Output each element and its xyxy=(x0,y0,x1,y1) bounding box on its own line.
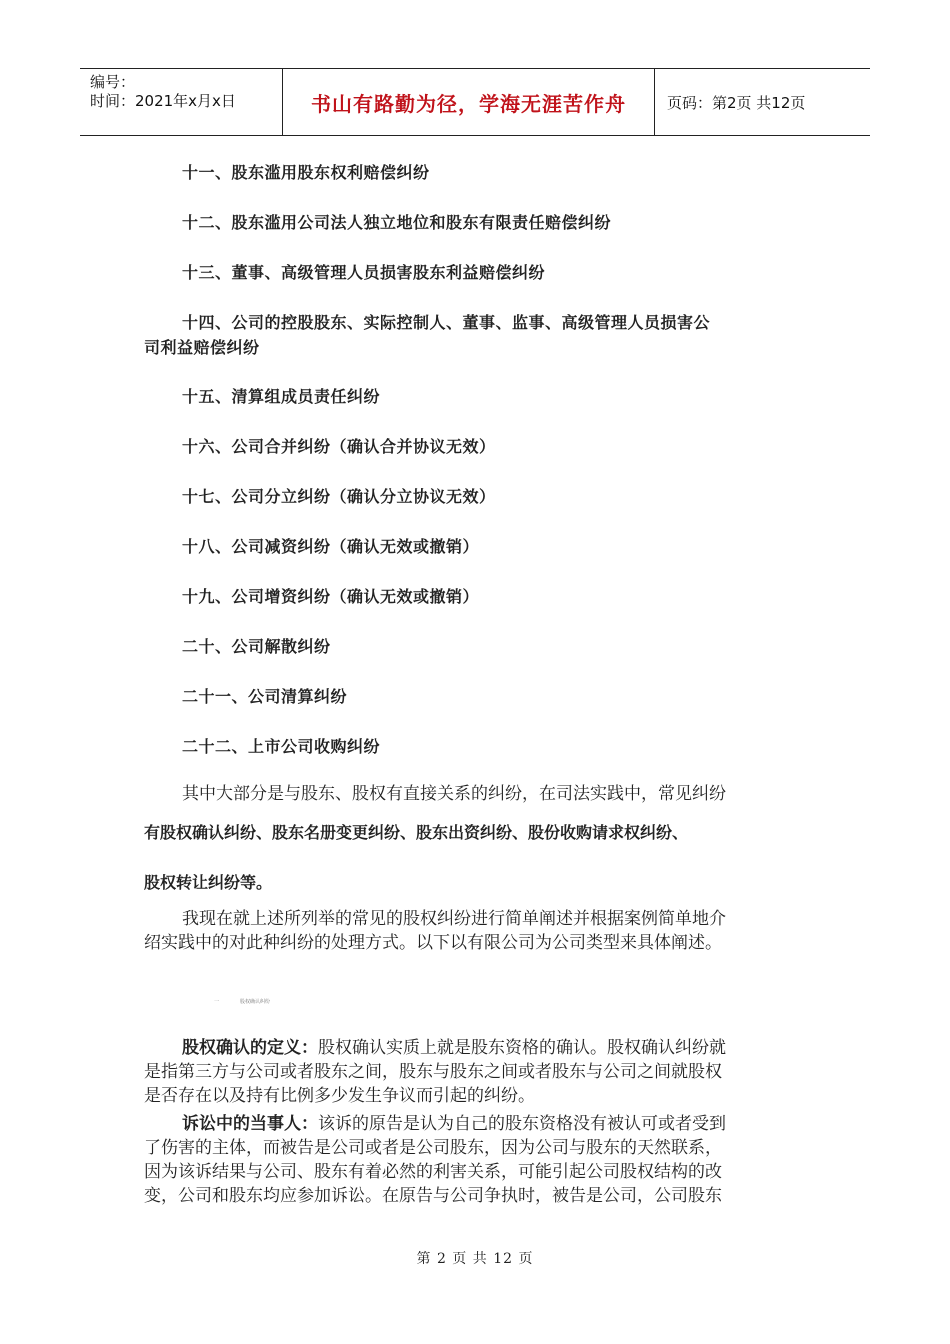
list-item: 十三、董事、高级管理人员损害股东利益赔偿纠纷 xyxy=(182,263,546,282)
list-item: 十五、清算组成员责任纠纷 xyxy=(182,387,381,406)
list-item: 十一、股东滥用股东权利赔偿纠纷 xyxy=(182,163,430,182)
code-label: 编号： xyxy=(90,73,136,91)
header-motto: 书山有路勤为径，学海无涯苦作舟 xyxy=(283,69,655,135)
date-label: 时间：2021年x月x日 xyxy=(90,92,236,110)
list-item: 二十二、上市公司收购纠纷 xyxy=(182,737,381,756)
parties-paragraph: 诉讼中的当事人：该诉的原告是认为自己的股东资格没有被认可或者受到 了伤害的主体，而被告是公司或者是公司股东，因为公司与股东的天然联系， 因为该诉结果与公司、股东有着必然的利害关系，可能引起公司股权结构的改 变，公司和股东均应参加诉讼。在原告与公司争执时，被告是公司，公司股东 xyxy=(144,1114,726,1206)
list-item: 二十、公司解散纠纷 xyxy=(182,637,331,656)
header-meta xyxy=(80,69,283,135)
summary-line1: 其中大部分是与股东、股权有直接关系的纠纷，在司法实践中，常见纠纷 xyxy=(182,784,726,804)
tiny-mark-number: 一 xyxy=(214,999,220,1005)
list-item: 二十一、公司清算纠纷 xyxy=(182,687,348,706)
list-item: 十二、股东滥用公司法人独立地位和股东有限责任赔偿纠纷 xyxy=(182,213,612,232)
header-page-info: 页码：第2页 共12页 xyxy=(667,93,806,112)
summary-line3: 股权转让纠纷等。 xyxy=(144,873,273,892)
list-item: 十七、公司分立纠纷（确认分立协议无效） xyxy=(182,487,496,506)
list-item-14-line1: 十四、公司的控股股东、实际控制人、董事、监事、高级管理人员损害公 xyxy=(182,313,711,332)
list-item-14-line2: 司利益赔偿纠纷 xyxy=(144,338,260,357)
intro-paragraph: 我现在就上述所列举的常见的股权纠纷进行简单阐述并根据案例简单地介 绍实践中的对此种纠纷的处理方式。以下以有限公司为公司类型来具体阐述。 xyxy=(144,909,726,953)
list-item: 十九、公司增资纠纷（确认无效或撤销） xyxy=(182,587,480,606)
summary-line2: 有股权确认纠纷、股东名册变更纠纷、股东出资纠纷、股份收购请求权纠纷、 xyxy=(144,823,689,842)
list-item: 十八、公司减资纠纷（确认无效或撤销） xyxy=(182,537,480,556)
page-footer: 第 2 页 共 12 页 xyxy=(416,1251,534,1267)
definition-label: 股权确认的定义： xyxy=(182,1038,318,1058)
tiny-mark-heading: 股权确认纠纷 xyxy=(240,999,271,1005)
definition-paragraph: 股权确认的定义：股权确认实质上就是股东资格的确认。股权确认纠纷就 是指第三方与公司或者股东之间，股东与股东之间或者股东与公司之间就股权 是否存在以及持有比例多少发生争议而引起的纠纷。 xyxy=(144,1038,726,1106)
list-item: 十六、公司合并纠纷（确认合并协议无效） xyxy=(182,437,496,456)
document-header xyxy=(80,68,870,136)
parties-label: 诉讼中的当事人： xyxy=(182,1114,318,1134)
